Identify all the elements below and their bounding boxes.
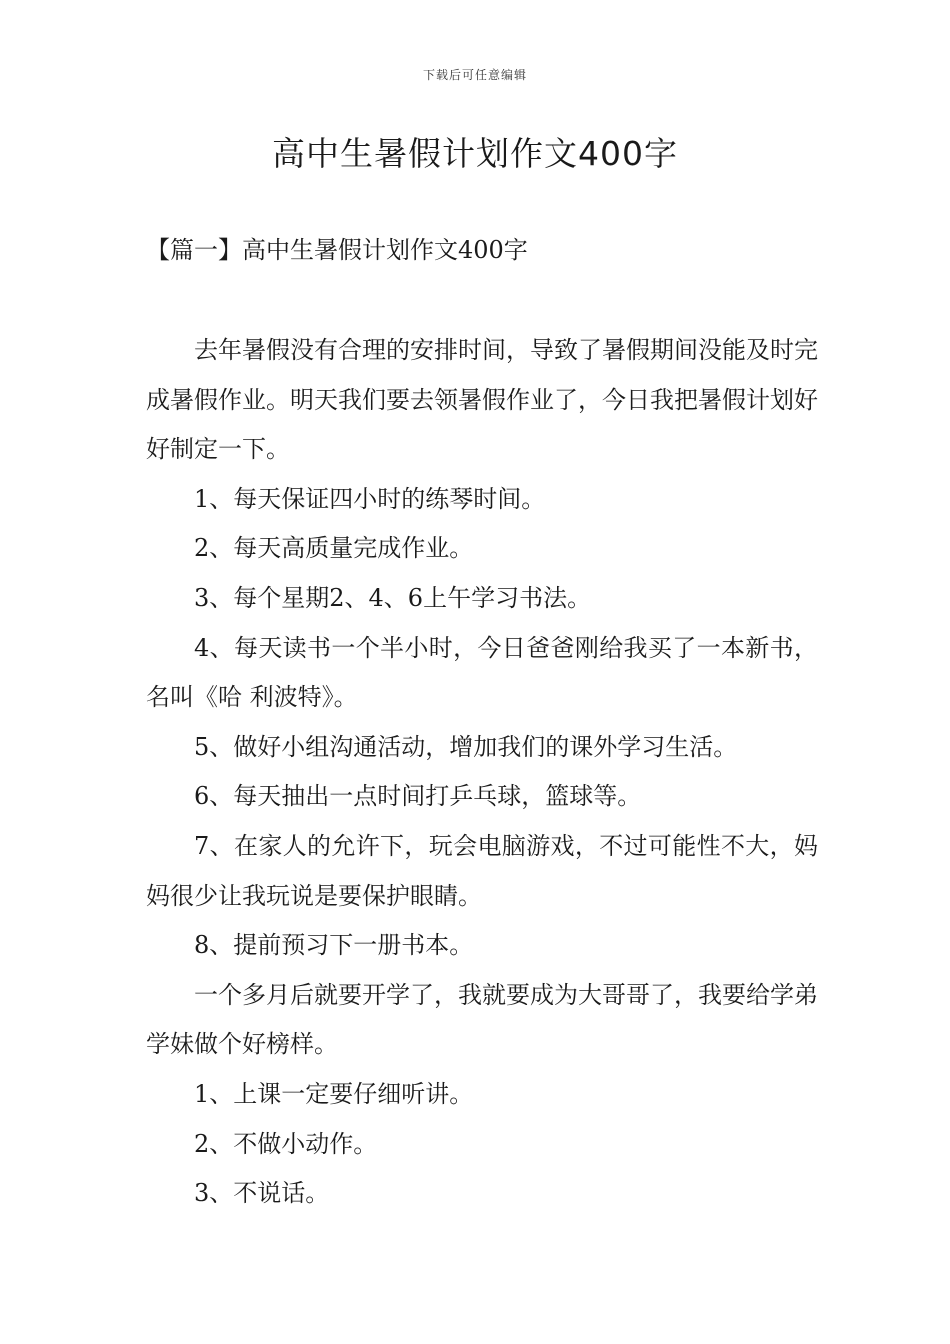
list-item: 6、每天抽出一点时间打乒乓球，篮球等。 [194, 782, 642, 811]
list-item: 8、提前预习下一册书本。 [194, 931, 474, 960]
list-item: 7、在家人的允许下，玩会电脑游戏，不过可能性不大，妈妈很少让我玩说是要保护眼睛。 [146, 831, 818, 910]
document-body [146, 326, 818, 1219]
paragraph: 一个多月后就要开学了，我就要成为大哥哥了，我要给学弟学妹做个好榜样。 [146, 980, 818, 1059]
list-item: 3、不说话。 [194, 1179, 330, 1208]
list-item: 5、做好小组沟通活动，增加我们的课外学习生活。 [194, 732, 738, 761]
list-item: 1、每天保证四小时的练琴时间。 [194, 484, 546, 513]
list-item: 2、每天高质量完成作业。 [194, 534, 474, 563]
paragraph: 去年暑假没有合理的安排时间，导致了暑假期间没能及时完成暑假作业。明天我们要去领暑假作业了，今日我把暑假计划好好制定一下。 [146, 336, 818, 464]
list-item: 4、每天读书一个半小时，今日爸爸刚给我买了一本新书，名叫《哈 利波特》。 [146, 633, 818, 712]
document-title: 高中生暑假计划作文400字 [272, 134, 678, 173]
header-note: 下载后可任意编辑 [422, 68, 527, 82]
section-heading: 【篇一】高中生暑假计划作文400字 [146, 236, 528, 264]
list-item: 1、上课一定要仔细听讲。 [194, 1079, 474, 1108]
list-item: 2、不做小动作。 [194, 1129, 378, 1158]
list-item: 3、每个星期2、4、6上午学习书法。 [194, 583, 592, 612]
